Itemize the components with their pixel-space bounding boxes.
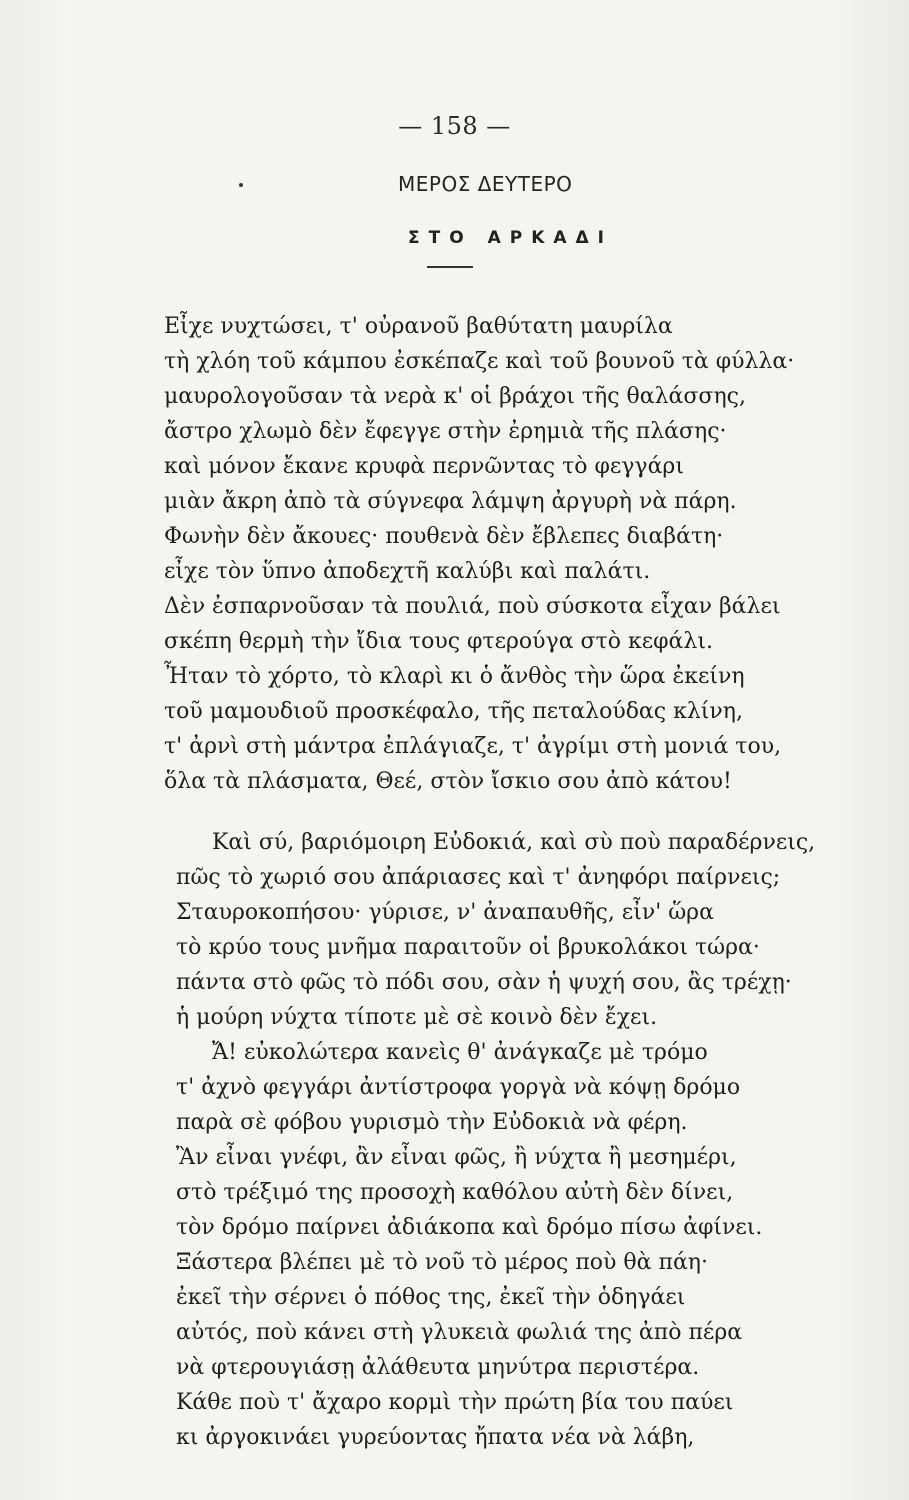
bullet-mark <box>239 183 243 187</box>
verse-line: ὅλα τὰ πλάσματα, Θεέ, στὸν ἴσκιο σου ἀπὸ κάτου! <box>164 769 732 794</box>
page-number: — 158 — <box>398 112 511 140</box>
verse-line: ἄστρο χλωμὸ δὲν ἔφεγγε στὴν ἐρημιὰ τῆς πλάσης· <box>164 419 727 444</box>
verse-line: εἶχε τὸν ὕπνο ἀποδεχτῆ καλύβι καὶ παλάτι. <box>164 559 651 584</box>
verse-line: τ' ἀχνὸ φεγγάρι ἀντίστροφα γοργὰ νὰ κόψῃ δρόμο <box>176 1075 741 1100</box>
verse-line: σκέπη θερμὴ τὴν ἴδια τους φτερούγα στὸ κεφάλι. <box>164 629 713 654</box>
verse-line: μαυρολογοῦσαν τὰ νερὰ κ' οἱ βράχοι τῆς θαλάσσης, <box>164 384 746 409</box>
verse-line: τοῦ μαμουδιοῦ προσκέφαλο, τῆς πεταλούδας κλίνη, <box>164 699 743 724</box>
verse-line: πάντα στὸ φῶς τὸ πόδι σου, σὰν ἡ ψυχή σου, ἂς τρέχῃ· <box>176 970 792 995</box>
verse-line: αὐτός, ποὺ κάνει στὴ γλυκειὰ φωλιά της ἀπὸ πέρα <box>176 1320 743 1345</box>
verse-line: Ἂν εἶναι γνέφι, ἂν εἶναι φῶς, ἢ νύχτα ἢ μεσημέρι, <box>176 1145 737 1170</box>
verse-line: Εἶχε νυχτώσει, τ' οὐρανοῦ βαθύτατη μαυρίλα <box>164 314 673 339</box>
verse-line: τὸ κρύο τους μνῆμα παραιτοῦν οἱ βρυκολάκοι τώρα· <box>176 935 760 960</box>
verse-line: πῶς τὸ χωριό σου ἀπάριασες καὶ τ' ἀνηφόρι παίρνεις; <box>176 865 781 890</box>
verse-line: Ἦταν τὸ χόρτο, τὸ κλαρὶ κι ὁ ἄνθὸς τὴν ὥρα ἐκείνη <box>164 664 745 689</box>
verse-line: ἡ μούρη νύχτα τίποτε μὲ σὲ κοινὸ δὲν ἔχει. <box>176 1005 658 1030</box>
title-underline <box>427 266 473 268</box>
verse-line: Ἄ! εὐκολώτερα κανεὶς θ' ἀνάγκαζε μὲ τρόμο <box>212 1040 708 1065</box>
verse-line: Δὲν ἐσπαρνοῦσαν τὰ πουλιά, ποὺ σύσκοτα εἶχαν βάλει <box>164 594 781 619</box>
verse-line: μιὰν ἄκρη ἀπὸ τὰ σύγνεφα λάμψη ἀργυρὴ νὰ πάρη. <box>164 489 737 514</box>
verse-line: παρὰ σὲ φόβου γυρισμὸ τὴν Εὐδοκιὰ νὰ φέρη. <box>176 1110 688 1135</box>
verse-line: καὶ μόνον ἔκανε κρυφὰ περνῶντας τὸ φεγγάρι <box>164 454 684 479</box>
verse-line: Φωνὴν δὲν ἄκουες· πουθενὰ δὲν ἔβλεπες διαβάτη· <box>164 524 724 549</box>
verse-line: νὰ φτερουγιάσῃ ἀλάθευτα μηνύτρα περιστέρα. <box>176 1355 700 1380</box>
verse-line: τ' ἀρνὶ στὴ μάντρα ἐπλάγιαζε, τ' ἀγρίμι στὴ μονιά του, <box>164 734 782 759</box>
verse-line: στὸ τρέξιμό της προσοχὴ καθόλου αὐτὴ δὲν δίνει, <box>176 1180 734 1205</box>
verse-line: κι ἀργοκινάει γυρεύοντας ἤπατα νέα νὰ λάβη, <box>176 1425 695 1450</box>
verse-line: Κάθε ποὺ τ' ἄχαρο κορμὶ τὴν πρώτη βία του παύει <box>176 1390 734 1415</box>
verse-line: Ξάστερα βλέπει μὲ τὸ νοῦ τὸ μέρος ποὺ θὰ πάη· <box>176 1250 708 1275</box>
verse-line: τὸν δρόμο παίρνει ἀδιάκοπα καὶ δρόμο πίσω ἀφίνει. <box>176 1215 763 1240</box>
verse-line: ἐκεῖ τὴν σέρνει ὁ πόθος της, ἐκεῖ τὴν ὁδηγάει <box>176 1285 686 1310</box>
section-title: ΣΤΟ ΑΡΚΑΔΙ <box>408 228 614 248</box>
verse-line: Καὶ σύ, βαριόμοιρη Εὐδοκιά, καὶ σὺ ποὺ παραδέρνεις, <box>212 830 816 855</box>
part-title: ΜΕΡΟΣ ΔΕΥΤΕΡΟ <box>398 172 573 196</box>
verse-line: τὴ χλόη τοῦ κάμπου ἐσκέπαζε καὶ τοῦ βουνοῦ τὰ φύλλα· <box>164 349 795 374</box>
verse-line: Σταυροκοπήσου· γύρισε, ν' ἀναπαυθῆς, εἶν' ὥρα <box>176 900 714 925</box>
